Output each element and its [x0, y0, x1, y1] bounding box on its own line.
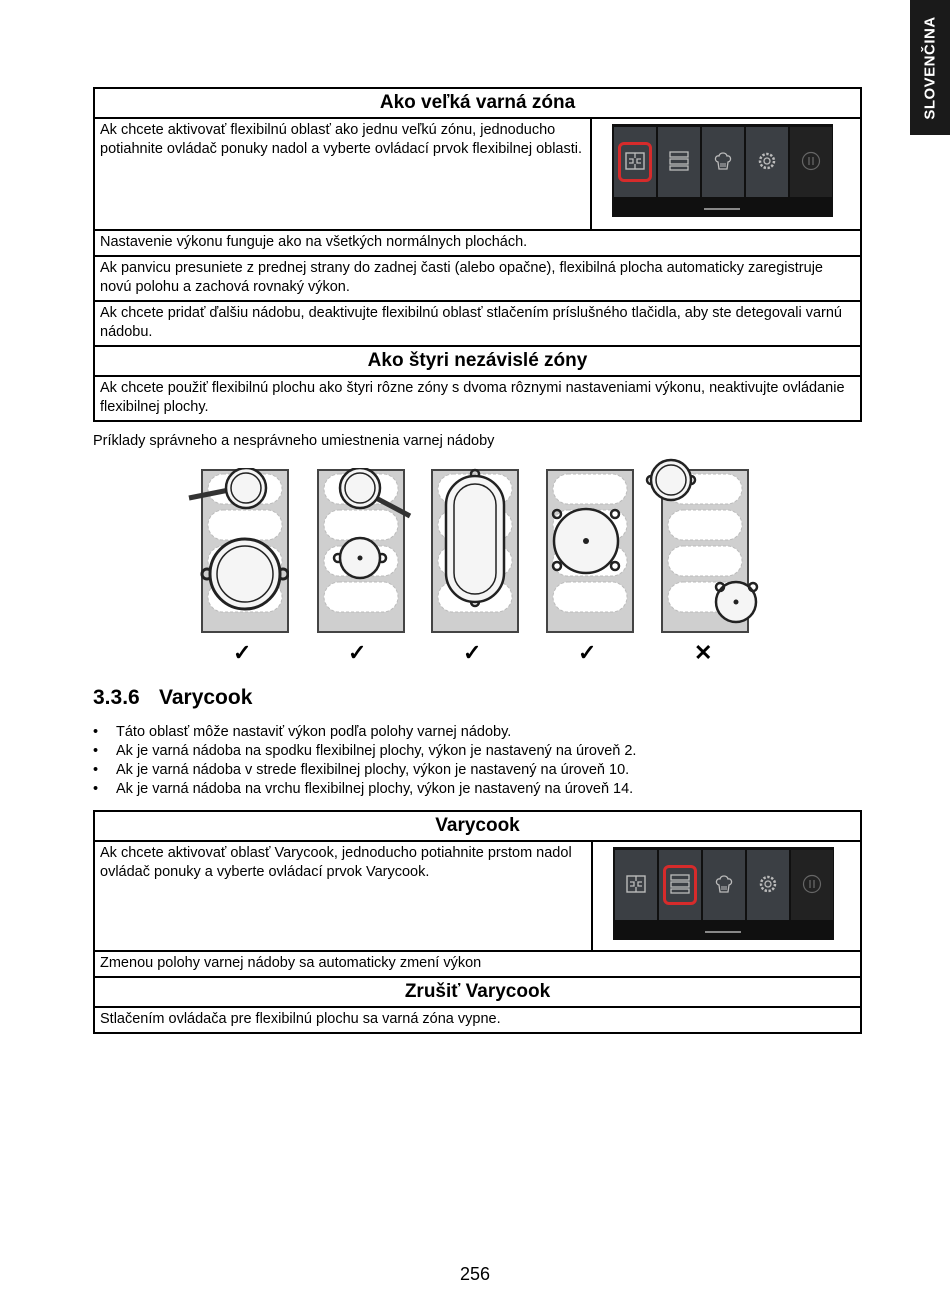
table-cell: Zmenou polohy varnej nádoby sa automaticky zmení výkon	[94, 951, 861, 977]
chef-button[interactable]	[703, 850, 745, 920]
chef-hat-icon	[713, 151, 733, 171]
list-item: • Táto oblasť môže nastaviť výkon podľa polohy varnej nádoby.	[93, 723, 636, 742]
flex-zone-button[interactable]	[614, 127, 656, 197]
table-title: Varycook	[94, 811, 861, 841]
pause-button[interactable]	[791, 850, 833, 920]
list-item: • Ak je varná nádoba na vrchu flexibilnej plochy, výkon je nastavený na úroveň 14.	[93, 780, 636, 799]
incorrect-mark: ✕	[694, 640, 713, 665]
language-tab	[910, 0, 950, 135]
swipe-handle[interactable]	[705, 931, 741, 933]
table-title: Ako veľká varná zóna	[94, 88, 861, 118]
section-number: 3.3.6	[93, 686, 140, 709]
settings-button[interactable]	[747, 850, 789, 920]
section-heading	[93, 686, 252, 710]
correct-mark: ✓	[463, 640, 482, 665]
list-item: • Ak je varná nádoba na spodku flexibilnej plochy, výkon je nastavený na úroveň 2.	[93, 742, 636, 761]
gear-icon	[757, 151, 777, 171]
table-title: Zrušiť Varycook	[94, 977, 861, 1007]
correct-mark: ✓	[348, 640, 367, 665]
selected-highlight	[663, 865, 697, 905]
hob-example-5	[645, 456, 760, 636]
pause-icon	[802, 874, 822, 894]
table-cell: Ak chcete aktivovať oblasť Varycook, jednoducho potiahnite prstom nadol ovládač ponuky a vyberte ovládací prvok Varycook.	[94, 841, 592, 951]
control-panel	[612, 124, 833, 217]
chef-button[interactable]	[702, 127, 744, 197]
table-cell: Ak panvicu presuniete z prednej strany do zadnej časti (alebo opačne), flexibilná plocha automaticky zaregistruje novú polohu a zachová rovnaký výkon.	[94, 256, 861, 301]
hob-example-1	[187, 468, 289, 634]
flex-zone-table	[93, 87, 862, 422]
swipe-handle[interactable]	[704, 208, 740, 210]
flex-zone-button[interactable]	[615, 850, 657, 920]
selected-highlight	[618, 142, 652, 182]
page-number: 256	[459, 1264, 491, 1284]
varycook-button[interactable]	[659, 850, 701, 920]
varycook-icon	[669, 151, 689, 171]
chef-hat-icon	[714, 874, 734, 894]
table-cell: Stlačením ovládača pre flexibilnú plochu sa varná zóna vypne.	[94, 1007, 861, 1033]
control-panel	[613, 847, 834, 940]
table-cell: Nastavenie výkonu funguje ako na všetkých normálnych plochách.	[94, 230, 861, 256]
language-label: SLOVENČINA	[921, 15, 939, 120]
hob-example-2	[316, 468, 412, 634]
pause-button[interactable]	[790, 127, 832, 197]
flex-zone-icon	[626, 874, 646, 894]
pause-icon	[801, 151, 821, 171]
hob-example-4	[545, 468, 635, 634]
control-panel-cell	[592, 841, 861, 951]
settings-button[interactable]	[746, 127, 788, 197]
table-cell: Ak chcete použiť flexibilnú plochu ako štyri rôzne zóny s dvoma rôznymi nastaveniami výkonu, neaktivujte ovládanie flexibilnej plochy.	[94, 376, 861, 421]
hob-example-3	[430, 468, 520, 634]
control-panel-cell	[591, 118, 861, 230]
placement-caption: Príklady správneho a nesprávneho umiestnenia varnej nádoby	[93, 433, 495, 449]
correct-mark: ✓	[578, 640, 597, 665]
varycook-button[interactable]	[658, 127, 700, 197]
gear-icon	[758, 874, 778, 894]
section-title: Varycook	[159, 686, 253, 709]
varycook-table	[93, 810, 862, 1034]
table-cell: Ak chcete pridať ďalšiu nádobu, deaktivujte flexibilnú oblasť stlačením príslušného tlačidla, aby ste detegovali varnú nádobu.	[94, 301, 861, 346]
bullet-list	[93, 723, 636, 799]
correct-mark: ✓	[233, 640, 252, 665]
table-cell: Ak chcete aktivovať flexibilnú oblasť ako jednu veľkú zónu, jednoducho potiahnite ovládač ponuky nadol a vyberte ovládací prvok flexibilnej oblasti.	[94, 118, 591, 230]
table-title: Ako štyri nezávislé zóny	[94, 346, 861, 376]
list-item: • Ak je varná nádoba v strede flexibilnej plochy, výkon je nastavený na úroveň 10.	[93, 761, 636, 780]
